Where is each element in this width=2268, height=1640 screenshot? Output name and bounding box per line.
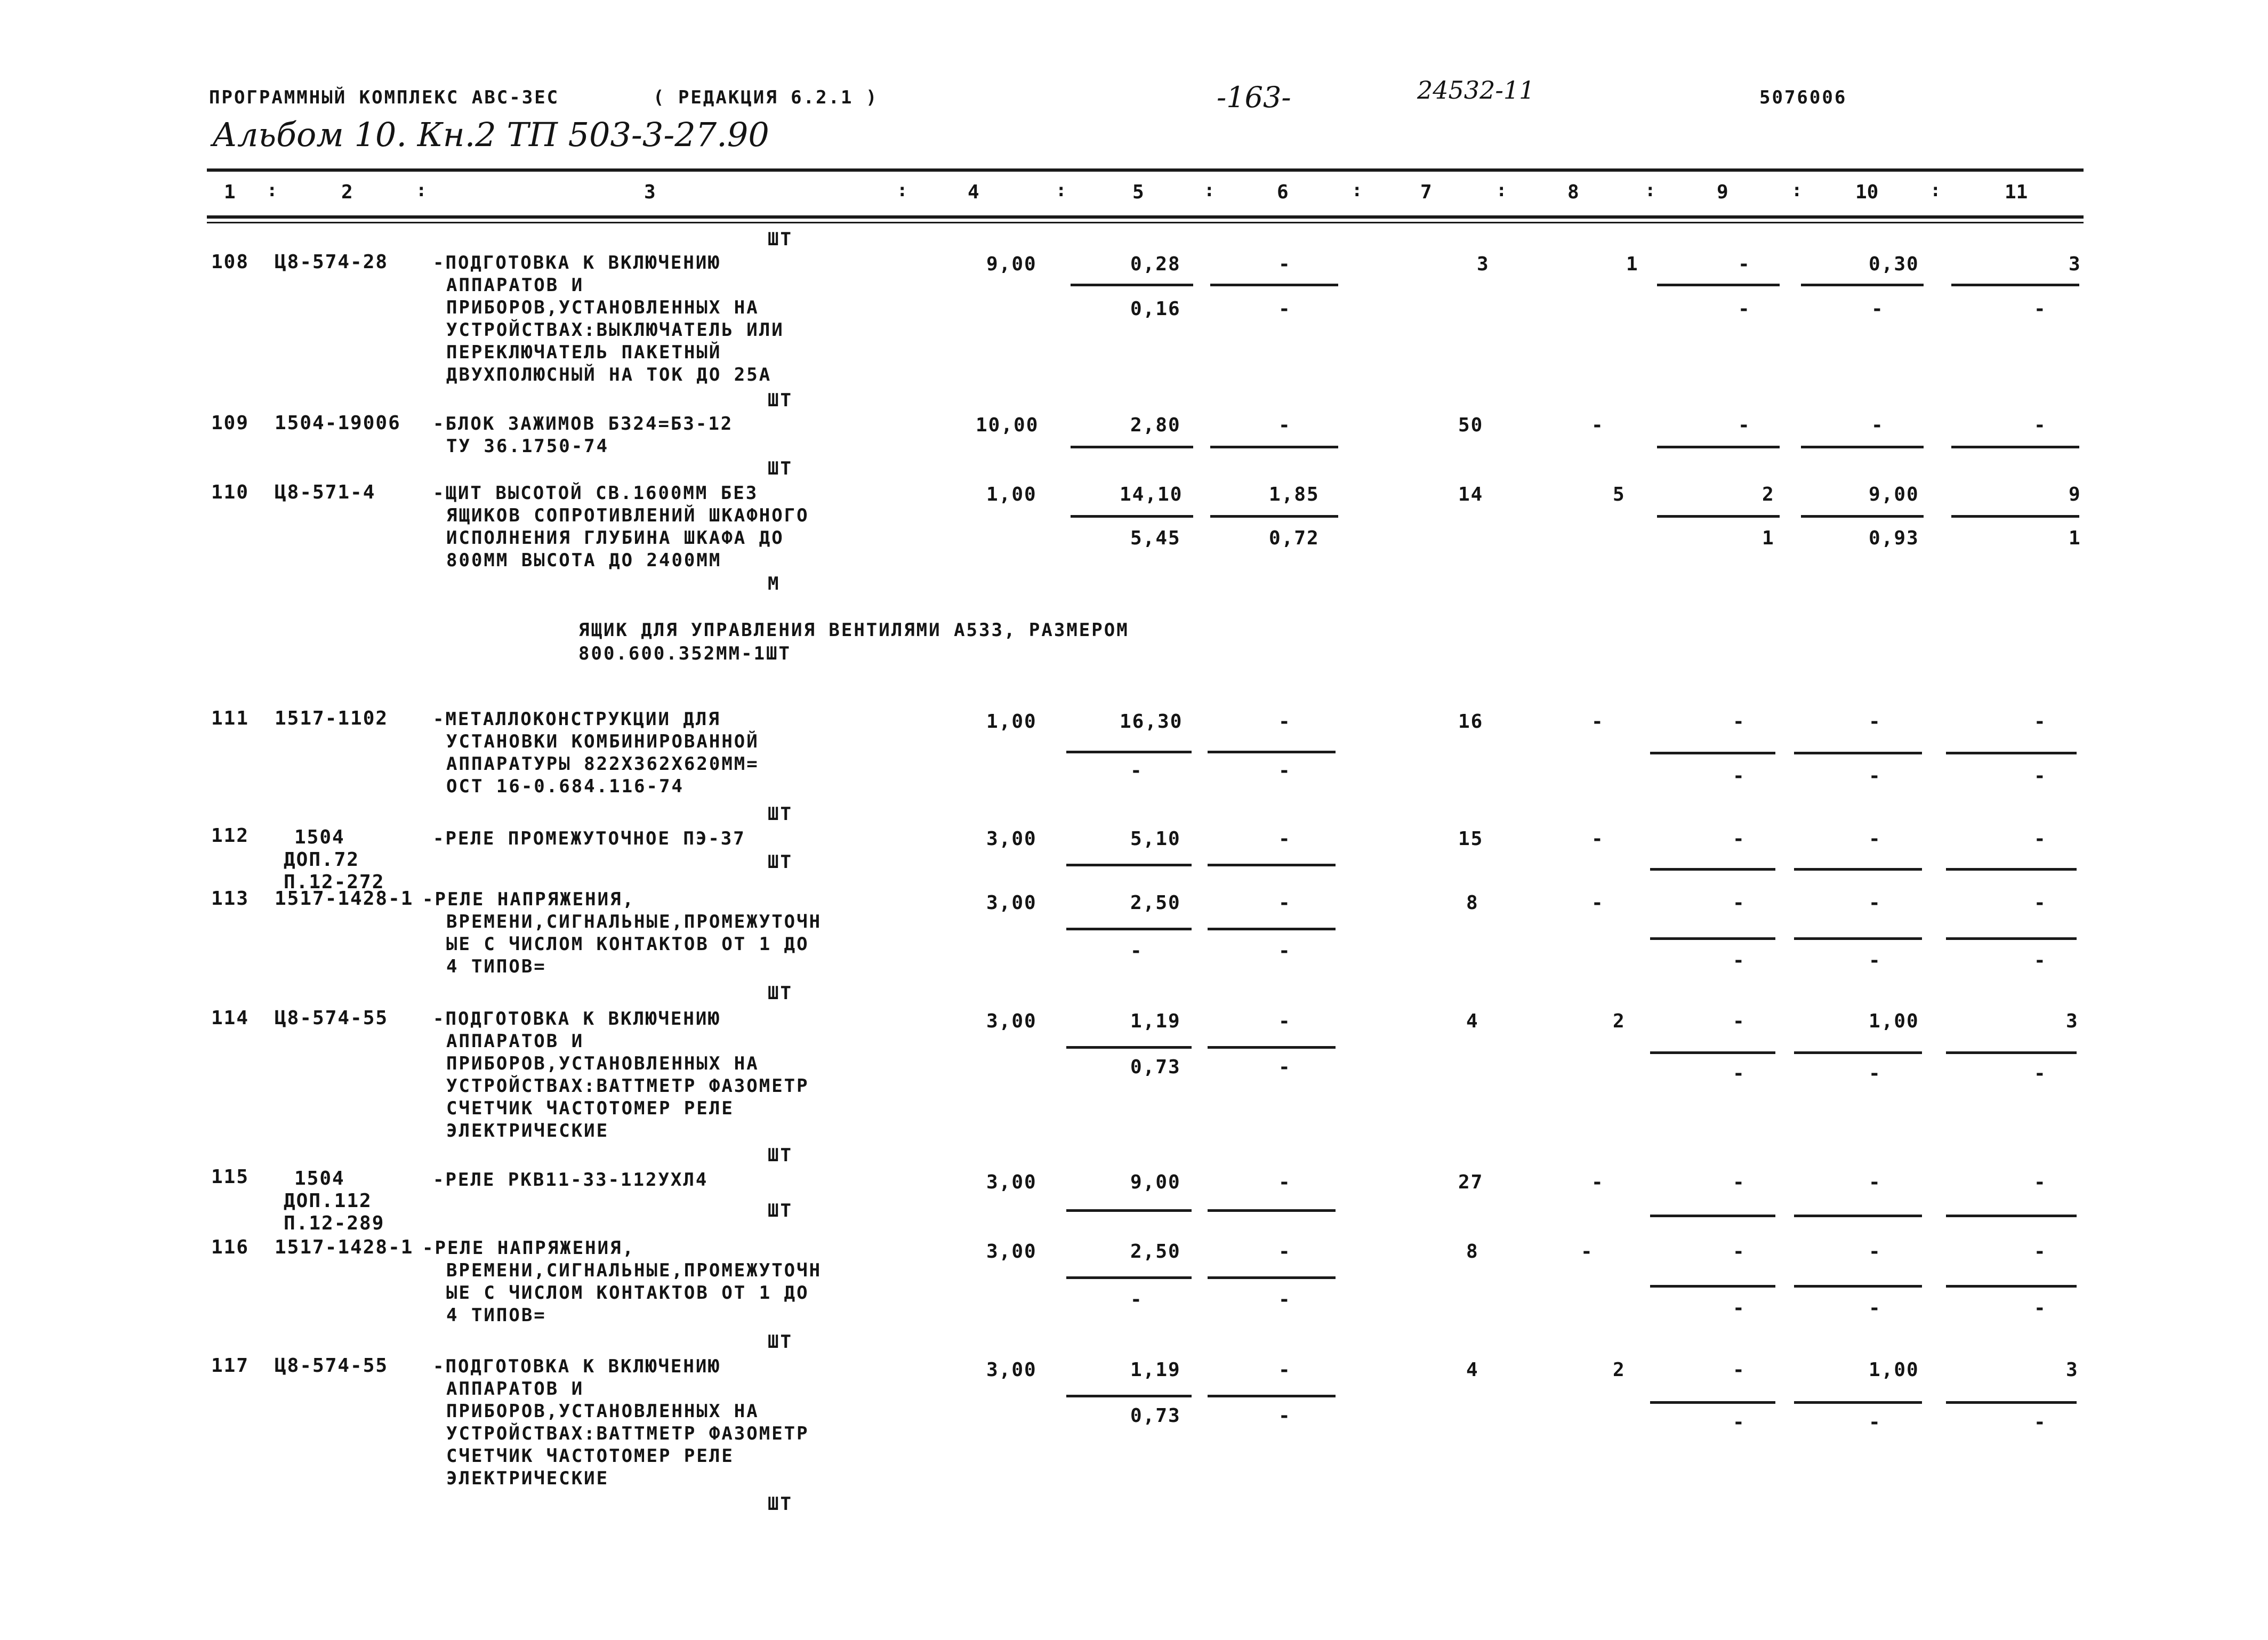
cell-c10b: 0,93 xyxy=(1869,527,1919,549)
rule xyxy=(1801,284,1924,286)
cell-c6b: - xyxy=(1278,1405,1291,1427)
row-description: -ПОДГОТОВКА К ВКЛЮЧЕНИЮ АППАРАТОВ И ПРИБОРОВ,УСТАНОВЛЕННЫХ НА УСТРОЙСТВАХ:ВАТТМЕТР ФАЗОМЕТР СЧЕТЧИК ЧАСТОТОМЕР РЕЛЕ ЭЛЕКТРИЧЕСКИЕ xyxy=(433,1356,809,1489)
cell-c11b: - xyxy=(2034,1411,2047,1433)
rule xyxy=(1208,751,1336,753)
rule xyxy=(1650,752,1775,754)
column-header: 8 xyxy=(1567,181,1579,203)
cell-c5b: - xyxy=(1130,1289,1143,1311)
cell-c6: - xyxy=(1278,828,1291,850)
cell-c10b: - xyxy=(1869,950,1881,971)
cell-qty: 3,00 xyxy=(986,1010,1037,1032)
row-number: 115 xyxy=(211,1166,250,1188)
cell-c9b: - xyxy=(1733,1411,1746,1433)
row-code: 1517-1428-1 xyxy=(275,1236,414,1258)
header-bottom-rule xyxy=(207,215,2084,219)
unit-label: ШТ xyxy=(768,229,793,250)
column-separator: : xyxy=(1496,180,1509,201)
cell-c8: - xyxy=(1591,711,1604,733)
rule xyxy=(1650,1051,1775,1054)
rule xyxy=(1066,928,1192,930)
column-header: 3 xyxy=(644,181,656,203)
program-title: ПРОГРАММНЫЙ КОМПЛЕКС АВС-ЗЕС xyxy=(209,87,560,108)
rule xyxy=(1650,868,1775,871)
cell-c10: 1,00 xyxy=(1869,1010,1919,1032)
rule xyxy=(1794,1285,1922,1288)
cell-c7: 16 xyxy=(1458,711,1484,733)
rule xyxy=(1210,515,1338,518)
cell-c5: 14,10 xyxy=(1120,484,1183,505)
cell-c6: 1,85 xyxy=(1269,484,1320,505)
column-separator: : xyxy=(267,180,279,201)
cell-c9: - xyxy=(1738,253,1751,275)
rule xyxy=(1208,1046,1336,1049)
row-number: 112 xyxy=(211,825,250,847)
unit-label: ШТ xyxy=(768,458,793,479)
cell-c11: 9 xyxy=(2069,484,2081,505)
cell-c6b: - xyxy=(1278,1289,1291,1311)
rule xyxy=(1946,1051,2077,1054)
cell-c6b: - xyxy=(1278,940,1291,962)
cell-c8: - xyxy=(1591,1171,1604,1193)
cell-qty: 1,00 xyxy=(986,484,1037,505)
cell-c10b: - xyxy=(1869,1411,1881,1433)
cell-c5: 16,30 xyxy=(1120,711,1183,733)
cell-c8: 2 xyxy=(1613,1010,1626,1032)
cell-c5: 2,50 xyxy=(1130,892,1181,914)
row-code: Ц8-571-4 xyxy=(275,481,376,503)
row-number: 114 xyxy=(211,1007,250,1029)
cell-c9: - xyxy=(1738,414,1751,436)
cell-c10: - xyxy=(1869,1171,1881,1193)
row-number: 110 xyxy=(211,481,250,503)
unit-label: ШТ xyxy=(768,803,793,825)
cell-qty: 3,00 xyxy=(986,1171,1037,1193)
page-number: -163- xyxy=(1217,81,1291,114)
cell-qty: 9,00 xyxy=(986,253,1037,275)
cell-c6: - xyxy=(1278,1241,1291,1263)
cell-c9: 2 xyxy=(1762,484,1775,505)
cell-c5b: 0,16 xyxy=(1130,298,1181,320)
rule xyxy=(1794,752,1922,754)
column-header: 10 xyxy=(1855,181,1879,203)
row-description: -РЕЛЕ НАПРЯЖЕНИЯ, ВРЕМЕНИ,СИГНАЛЬНЫЕ,ПРОМЕЖУТОЧН ЫЕ С ЧИСЛОМ КОНТАКТОВ ОТ 1 ДО 4 ТИПОВ= xyxy=(422,1237,822,1326)
rule xyxy=(1210,284,1338,286)
cell-c5: 2,50 xyxy=(1130,1241,1181,1263)
column-separator: : xyxy=(1056,180,1068,201)
cell-c11: 3 xyxy=(2069,253,2081,275)
rule xyxy=(1650,937,1775,940)
cell-c8: 5 xyxy=(1613,484,1626,505)
rule xyxy=(1208,1395,1336,1397)
cell-c5b: 0,73 xyxy=(1130,1405,1181,1427)
header-bottom-rule-2 xyxy=(207,222,2084,223)
unit-label: ШТ xyxy=(768,1331,793,1353)
cell-c10b: - xyxy=(1871,298,1884,320)
rule xyxy=(1801,446,1924,448)
cell-c11: - xyxy=(2034,1241,2047,1263)
cell-c9: - xyxy=(1733,1241,1746,1263)
cell-c9: - xyxy=(1733,711,1746,733)
rule xyxy=(1066,1046,1192,1049)
cell-c5: 9,00 xyxy=(1130,1171,1181,1193)
cell-c11b: - xyxy=(2034,1063,2047,1084)
cell-c11b: - xyxy=(2034,765,2047,787)
rule xyxy=(1801,515,1924,518)
cell-c11b: - xyxy=(2034,1297,2047,1319)
cell-c8: 2 xyxy=(1613,1359,1626,1381)
cell-qty: 3,00 xyxy=(986,1241,1037,1263)
cell-c7: 14 xyxy=(1458,484,1484,505)
cell-c9: - xyxy=(1733,1171,1746,1193)
cell-qty: 10,00 xyxy=(976,414,1039,436)
edition-label: ( РЕДАКЦИЯ 6.2.1 ) xyxy=(653,87,879,108)
row-description: -ПОДГОТОВКА К ВКЛЮЧЕНИЮ АППАРАТОВ И ПРИБОРОВ,УСТАНОВЛЕННЫХ НА УСТРОЙСТВАХ:ВЫКЛЮЧАТЕЛЬ ИЛИ ПЕРЕКЛЮЧАТЕЛЬ ПАКЕТНЫЙ ДВУХПОЛЮСНЫЙ НА ТОК ДО 25А xyxy=(433,252,784,385)
project-code: 24532-11 xyxy=(1417,76,1535,104)
cell-c7: 27 xyxy=(1458,1171,1484,1193)
row-code: 1504 ДОП.72 П.12-272 xyxy=(284,826,385,893)
rule xyxy=(1951,515,2079,518)
cell-c11: - xyxy=(2034,414,2047,436)
rule xyxy=(1071,284,1193,286)
rule xyxy=(1951,446,2079,448)
cell-qty: 3,00 xyxy=(986,828,1037,850)
cell-c8: - xyxy=(1591,828,1604,850)
rule xyxy=(1946,1401,2077,1404)
cell-c6b: - xyxy=(1278,1056,1291,1078)
cell-c11b: 1 xyxy=(2069,527,2081,549)
album-reference: Альбом 10. Кн.2 ТП 503-3-27.90 xyxy=(212,115,769,154)
cell-c9: - xyxy=(1733,828,1746,850)
row-description: -РЕЛЕ ПРОМЕЖУТОЧНОЕ ПЭ-37 xyxy=(433,828,746,849)
cell-c9b: - xyxy=(1738,298,1751,320)
rule xyxy=(1650,1285,1775,1288)
rule xyxy=(1066,864,1192,866)
cell-c7: 8 xyxy=(1466,892,1479,914)
table-top-rule xyxy=(207,168,2084,172)
row-number: 111 xyxy=(211,708,250,729)
cell-c9b: - xyxy=(1733,950,1746,971)
cell-c7: 15 xyxy=(1458,828,1484,850)
cell-c11b: - xyxy=(2034,298,2047,320)
note-text: ЯЩИК ДЛЯ УПРАВЛЕНИЯ ВЕНТИЛЯМИ А533, РАЗМЕРОМ 800.600.352ММ-1ШТ xyxy=(578,620,1129,664)
rule xyxy=(1208,1209,1336,1212)
rule xyxy=(1794,937,1922,940)
unit-label: М xyxy=(768,573,781,594)
cell-c5b: - xyxy=(1130,760,1143,782)
cell-c6: - xyxy=(1278,1359,1291,1381)
cell-c11b: - xyxy=(2034,950,2047,971)
unit-label: ШТ xyxy=(768,1493,793,1515)
rule xyxy=(1946,1215,2077,1217)
rule xyxy=(1946,937,2077,940)
cell-c6b: - xyxy=(1278,298,1291,320)
rule xyxy=(1794,1215,1922,1217)
unit-label: ШТ xyxy=(768,983,793,1004)
rule xyxy=(1071,446,1193,448)
column-header: 7 xyxy=(1420,181,1432,203)
column-header: 2 xyxy=(341,181,353,203)
cell-c6b: - xyxy=(1278,760,1291,782)
cell-c11: - xyxy=(2034,711,2047,733)
rule xyxy=(1946,868,2077,871)
cell-c11: 3 xyxy=(2066,1010,2079,1032)
cell-c11: 3 xyxy=(2066,1359,2079,1381)
cell-c5b: - xyxy=(1130,940,1143,962)
rule xyxy=(1657,515,1780,518)
column-header: 4 xyxy=(968,181,979,203)
cell-c5: 2,80 xyxy=(1130,414,1181,436)
cell-c8: 1 xyxy=(1626,253,1639,275)
row-code: Ц8-574-28 xyxy=(275,251,389,273)
row-description: -БЛОК ЗАЖИМОВ БЗ24=БЗ-12 ТУ 36.1750-74 xyxy=(433,413,734,457)
rule xyxy=(1210,446,1338,448)
cell-c5: 1,19 xyxy=(1130,1010,1181,1032)
cell-c11: - xyxy=(2034,892,2047,914)
cell-c9b: - xyxy=(1733,765,1746,787)
cell-c11: - xyxy=(2034,828,2047,850)
cell-c6: - xyxy=(1278,253,1291,275)
unit-label: ШТ xyxy=(768,390,793,411)
cell-c6: - xyxy=(1278,1171,1291,1193)
row-code: 1504 ДОП.112 П.12-289 xyxy=(284,1168,385,1234)
cell-c10: - xyxy=(1869,828,1881,850)
cell-c9b: 1 xyxy=(1762,527,1775,549)
row-number: 108 xyxy=(211,251,250,273)
rule xyxy=(1657,284,1780,286)
row-description: -МЕТАЛЛОКОНСТРУКЦИИ ДЛЯ УСТАНОВКИ КОМБИНИРОВАННОЙ АППАРАТУРЫ 822Х362Х620ММ= ОСТ 16-0.684.116-74 xyxy=(433,709,759,797)
document-number: 5076006 xyxy=(1759,87,1847,108)
cell-c7: 3 xyxy=(1477,253,1490,275)
rule xyxy=(1208,928,1336,930)
cell-c9b: - xyxy=(1733,1063,1746,1084)
column-separator: : xyxy=(1645,180,1658,201)
cell-c7: 50 xyxy=(1458,414,1484,436)
cell-c6: - xyxy=(1278,711,1291,733)
column-separator: : xyxy=(1204,180,1217,201)
cell-c10: - xyxy=(1871,414,1884,436)
row-number: 113 xyxy=(211,888,250,910)
rule xyxy=(1066,1395,1192,1397)
cell-c5: 0,28 xyxy=(1130,253,1181,275)
cell-c6: - xyxy=(1278,892,1291,914)
rule xyxy=(1066,1209,1192,1212)
cell-c10: 1,00 xyxy=(1869,1359,1919,1381)
row-description: -ЩИТ ВЫСОТОЙ СВ.1600ММ БЕЗ ЯЩИКОВ СОПРОТИВЛЕНИЙ ШКАФНОГО ИСПОЛНЕНИЯ ГЛУБИНА ШКАФА ДО 800ММ ВЫСОТА ДО 2400ММ xyxy=(433,483,809,571)
row-code: 1517-1102 xyxy=(275,708,389,729)
row-description: -РЕЛЕ РКВ11-33-112УХЛ4 xyxy=(433,1169,709,1191)
column-header: 5 xyxy=(1132,181,1144,203)
cell-c9b: - xyxy=(1733,1297,1746,1319)
cell-c10b: - xyxy=(1869,765,1881,787)
unit-label: ШТ xyxy=(768,851,793,873)
column-separator: : xyxy=(1791,180,1804,201)
row-number: 116 xyxy=(211,1236,250,1258)
cell-c6b: 0,72 xyxy=(1269,527,1320,549)
rule xyxy=(1208,1276,1336,1279)
rule xyxy=(1071,515,1193,518)
cell-c8: - xyxy=(1591,892,1604,914)
rule xyxy=(1066,1276,1192,1279)
cell-c9: - xyxy=(1733,1359,1746,1381)
cell-c5b: 0,73 xyxy=(1130,1056,1181,1078)
rule xyxy=(1946,1285,2077,1288)
row-number: 117 xyxy=(211,1355,250,1377)
cell-c7: 8 xyxy=(1466,1241,1479,1263)
cell-c5: 1,19 xyxy=(1130,1359,1181,1381)
cell-c10: 9,00 xyxy=(1869,484,1919,505)
cell-c10b: - xyxy=(1869,1063,1881,1084)
cell-c9: - xyxy=(1733,1010,1746,1032)
rule xyxy=(1650,1401,1775,1404)
rule xyxy=(1946,752,2077,754)
cell-c11: - xyxy=(2034,1171,2047,1193)
cell-c10: - xyxy=(1869,892,1881,914)
row-code: Ц8-574-55 xyxy=(275,1007,389,1029)
row-number: 109 xyxy=(211,412,250,434)
cell-c6: - xyxy=(1278,414,1291,436)
cell-c7: 4 xyxy=(1466,1359,1479,1381)
column-header: 6 xyxy=(1277,181,1289,203)
cell-c8: - xyxy=(1581,1241,1594,1263)
cell-c10: - xyxy=(1869,711,1881,733)
column-separator: : xyxy=(1930,180,1943,201)
rule xyxy=(1951,284,2079,286)
cell-qty: 1,00 xyxy=(986,711,1037,733)
cell-qty: 3,00 xyxy=(986,892,1037,914)
unit-label: ШТ xyxy=(768,1145,793,1166)
cell-c7: 4 xyxy=(1466,1010,1479,1032)
rule xyxy=(1650,1215,1775,1217)
column-header: 1 xyxy=(224,181,236,203)
row-code: Ц8-574-55 xyxy=(275,1355,389,1377)
column-header: 11 xyxy=(2005,181,2028,203)
cell-c6: - xyxy=(1278,1010,1291,1032)
cell-qty: 3,00 xyxy=(986,1359,1037,1381)
rule xyxy=(1794,1401,1922,1404)
row-code: 1517-1428-1 xyxy=(275,888,414,910)
cell-c8: - xyxy=(1591,414,1604,436)
unit-label: ШТ xyxy=(768,1200,793,1221)
row-description: -РЕЛЕ НАПРЯЖЕНИЯ, ВРЕМЕНИ,СИГНАЛЬНЫЕ,ПРОМЕЖУТОЧН ЫЕ С ЧИСЛОМ КОНТАКТОВ ОТ 1 ДО 4 ТИПОВ= xyxy=(422,889,822,977)
column-separator: : xyxy=(416,180,429,201)
cell-c10b: - xyxy=(1869,1297,1881,1319)
cell-c5b: 5,45 xyxy=(1130,527,1181,549)
rule xyxy=(1794,868,1922,871)
row-code: 1504-19006 xyxy=(275,412,401,434)
rule xyxy=(1066,751,1192,753)
cell-c9: - xyxy=(1733,892,1746,914)
cell-c10: - xyxy=(1869,1241,1881,1263)
rule xyxy=(1657,446,1780,448)
column-separator: : xyxy=(1352,180,1364,201)
rule xyxy=(1208,864,1336,866)
rule xyxy=(1794,1051,1922,1054)
row-description: -ПОДГОТОВКА К ВКЛЮЧЕНИЮ АППАРАТОВ И ПРИБОРОВ,УСТАНОВЛЕННЫХ НА УСТРОЙСТВАХ:ВАТТМЕТР ФАЗОМЕТР СЧЕТЧИК ЧАСТОТОМЕР РЕЛЕ ЭЛЕКТРИЧЕСКИЕ xyxy=(433,1008,809,1141)
cell-c10: 0,30 xyxy=(1869,253,1919,275)
cell-c5: 5,10 xyxy=(1130,828,1181,850)
column-header: 9 xyxy=(1717,181,1728,203)
column-separator: : xyxy=(897,180,910,201)
